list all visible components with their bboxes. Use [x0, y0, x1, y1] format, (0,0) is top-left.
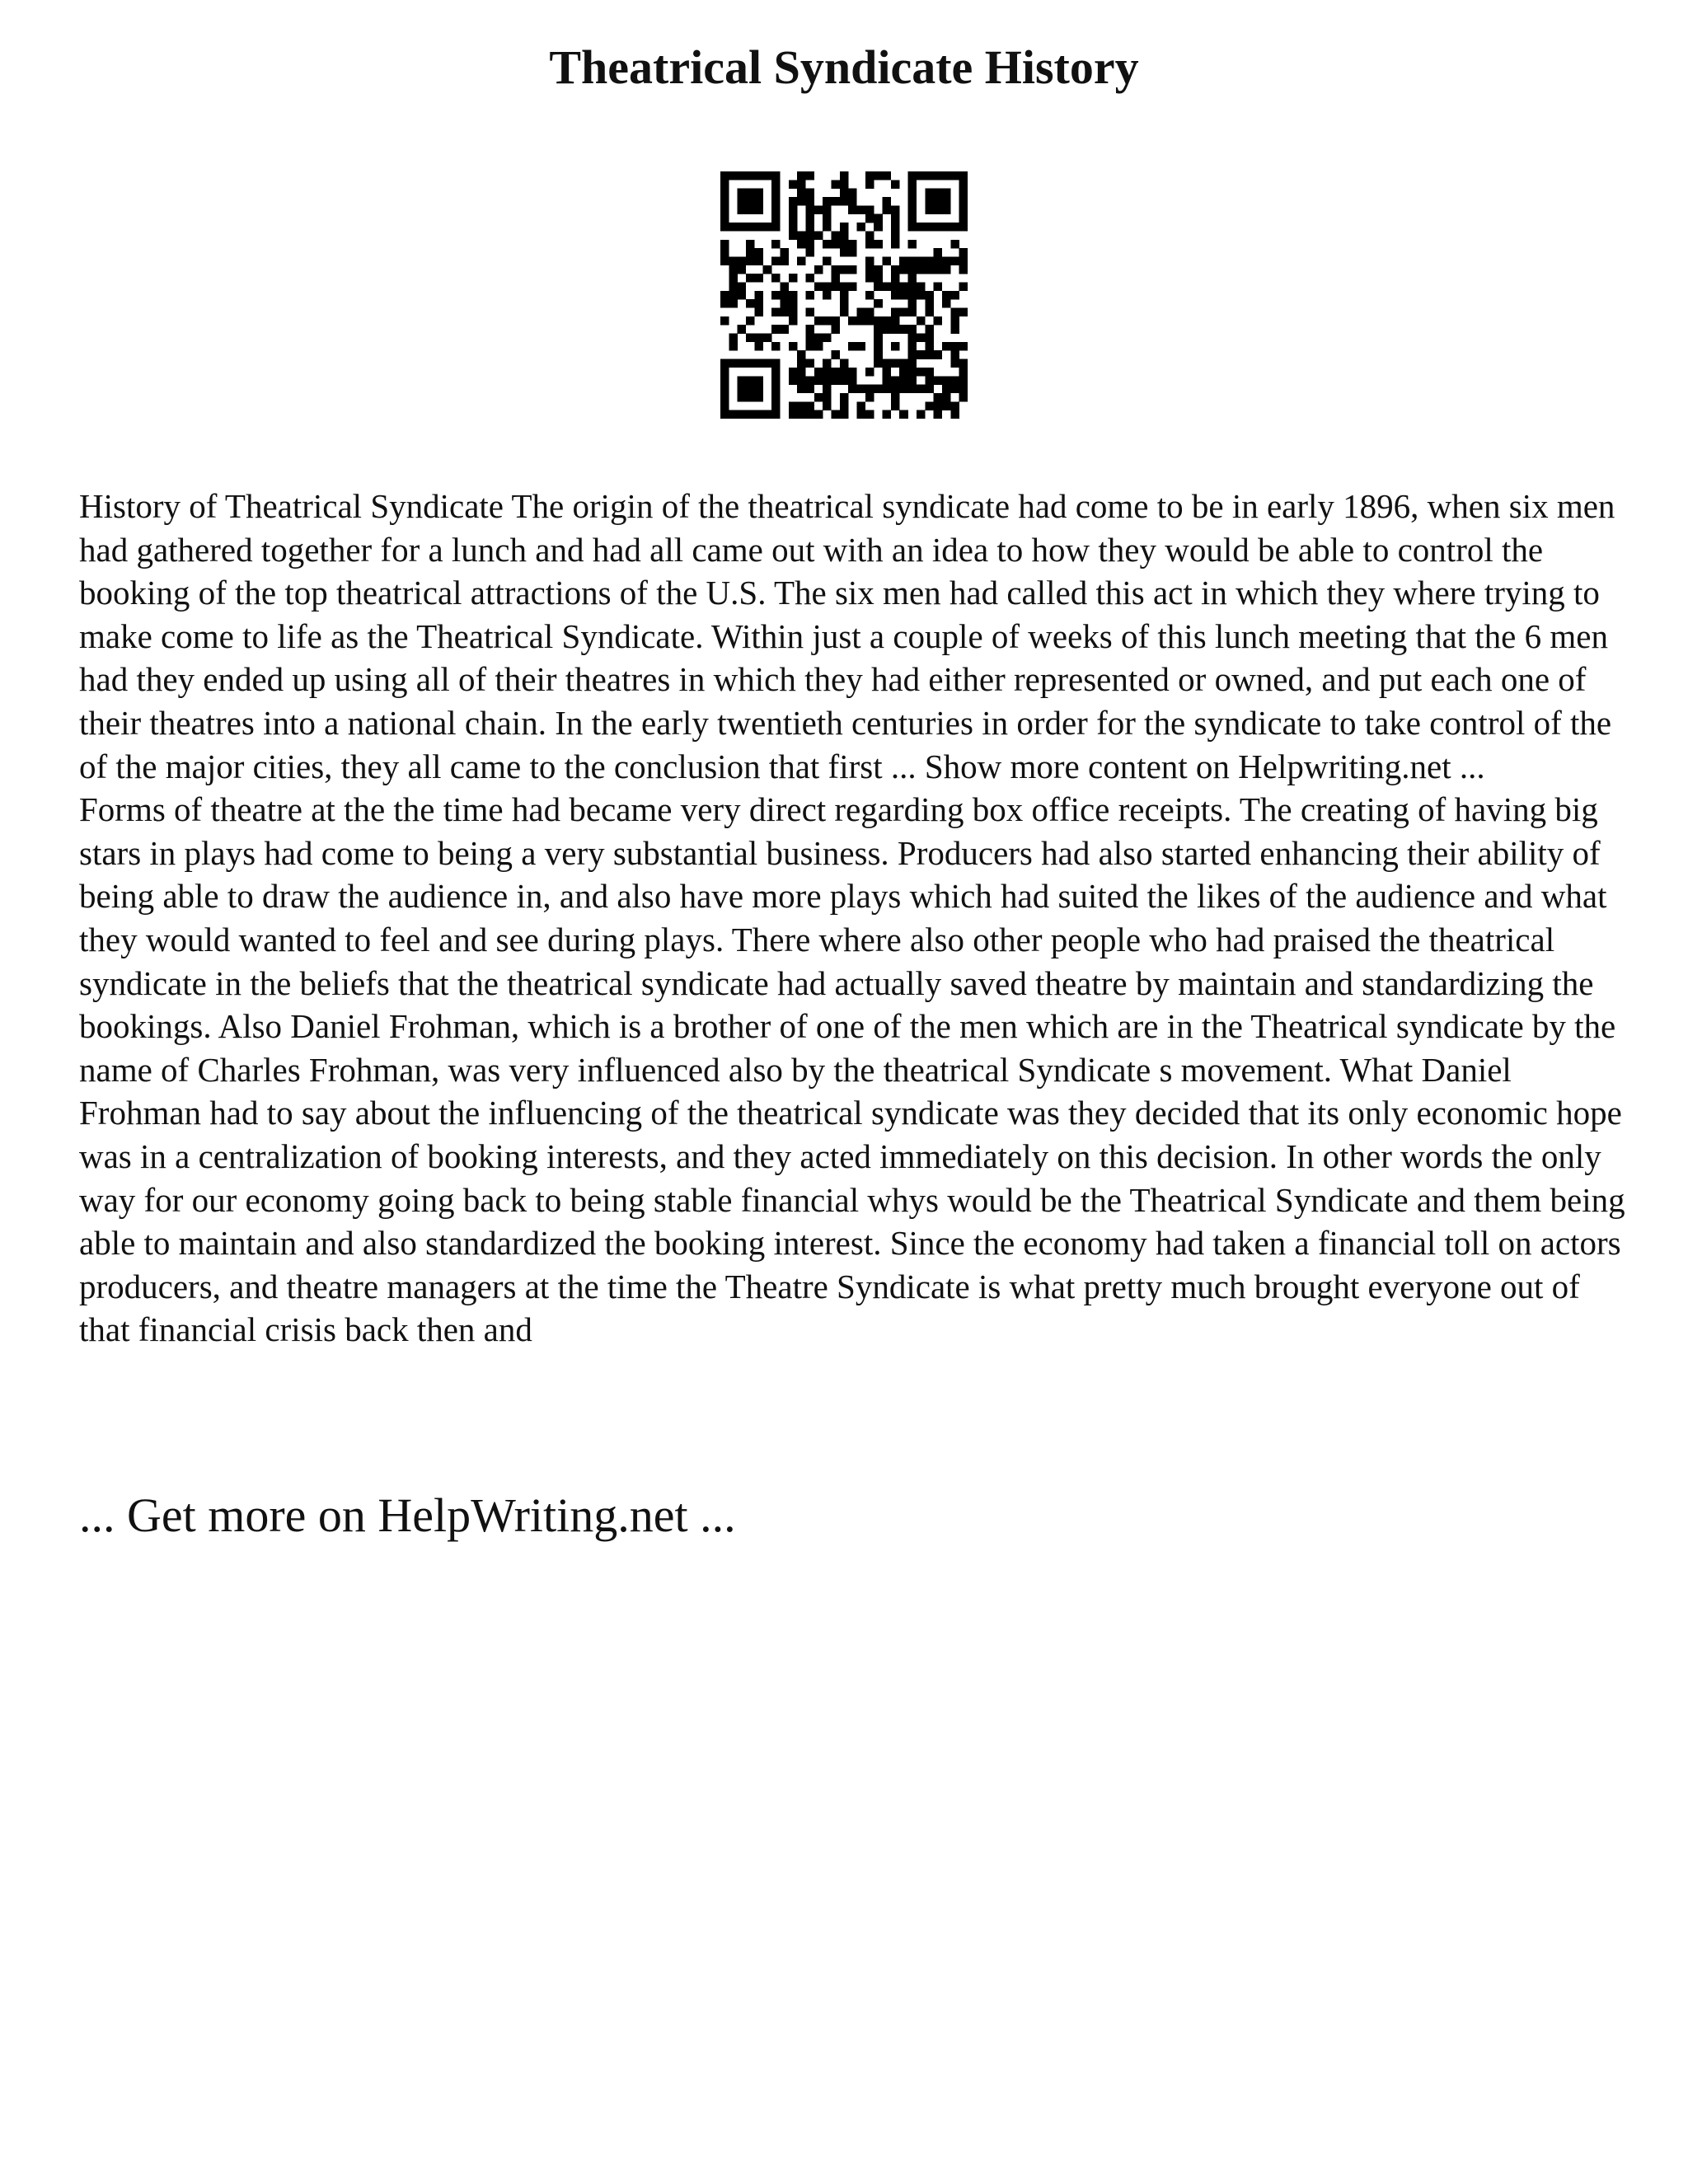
- article-body: [79, 485, 1629, 1352]
- paragraph: History of Theatrical Syndicate The origin of the theatrical syndicate had come to be in early 1896, when six men had gathered together for a lunch and had all came out with an idea to how they would be able to control the booking of the top theatrical attractions of the U.S. The six men had called this act in which they where trying to make come to life as the Theatrical Syndicate. Within just a couple of weeks of this lunch meeting that the 6 men had they ended up using all of their theatres in which they had either represented or owned, and put each one of their theatres into a national chain. In the early twentieth centuries in order for the syndicate to take control of the of the major cities, they all came to the conclusion that first ... Show more content on Helpwriting.net ...: [79, 487, 1615, 785]
- qr-code-icon: [720, 171, 968, 419]
- page-title: Theatrical Syndicate History: [549, 40, 1139, 94]
- paragraph: Forms of theatre at the the time had became very direct regarding box office receipts. The creating of having big stars in plays had come to being a very substantial business. Producers had also started enhancing their ability of being able to draw the audience in, and also have more plays which had suited the likes of the audience and what they would wanted to feel and see during plays. There where also other people who had praised the theatrical syndicate in the beliefs that the theatrical syndicate had actually saved theatre by maintain and standardizing the bookings. Also Daniel Frohman, which is a brother of one of the men which are in the Theatrical syndicate by the name of Charles Frohman, was very influenced also by the theatrical Syndicate s movement. What Daniel Frohman had to say about the influencing of the theatrical syndicate was they decided that its only economic hope was in a centralization of booking interests, and they acted immediately on this decision. In other words the only way for our economy going back to being stable financial whys would be the Theatrical Syndicate and them being able to maintain and also standardized the booking interest. Since the economy had taken a financial toll on actors producers, and theatre managers at the time the Theatre Syndicate is what pretty much brought everyone out of that financial crisis back then and: [79, 790, 1625, 1349]
- get-more-link[interactable]: ... Get more on HelpWriting.net ...: [79, 1488, 736, 1542]
